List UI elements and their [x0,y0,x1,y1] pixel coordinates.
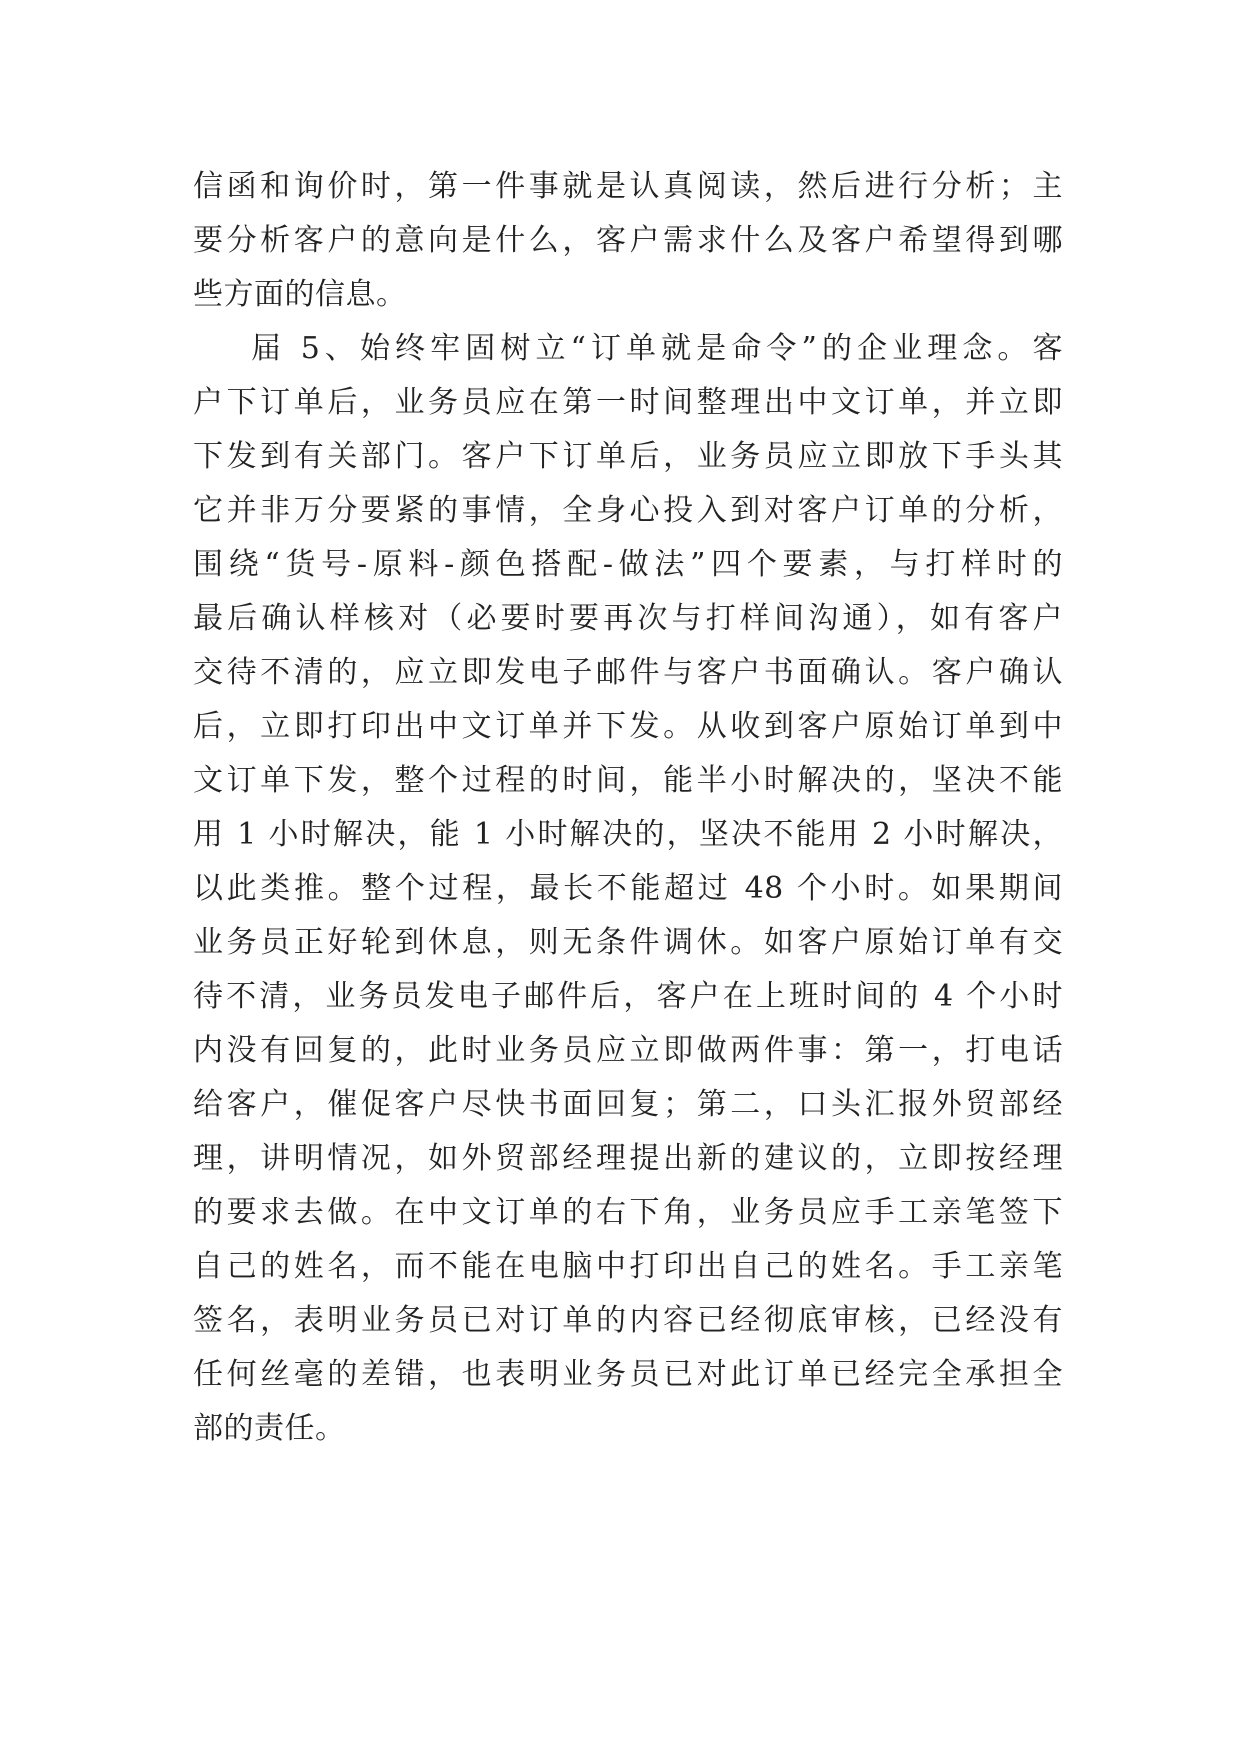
text-line: 要分析客户的意向是什么，客户需求什么及客户希望得到哪 [193,223,1063,258]
text-line: 围绕“货号-原料-颜色搭配-做法”四个要素，与打样时的 [193,547,1063,582]
text-line: 以此类推。整个过程，最长不能超过 48 个小时。如果期间 [193,871,1063,906]
paragraph-1 [193,160,1063,322]
text-line: 届 5、始终牢固树立“订单就是命令”的企业理念。客 [251,331,1063,366]
text-line: 最后确认样核对（必要时要再次与打样间沟通），如有客户 [193,601,1063,636]
text-line: 后，立即打印出中文订单并下发。从收到客户原始订单到中 [193,709,1063,744]
text-line: 签名，表明业务员已对订单的内容已经彻底审核，已经没有 [193,1303,1063,1338]
paragraph-2 [193,322,1063,1456]
text-line: 给客户，催促客户尽快书面回复；第二，口头汇报外贸部经 [193,1087,1063,1122]
text-line: 的要求去做。在中文订单的右下角，业务员应手工亲笔签下 [193,1195,1063,1230]
text-line: 用 1 小时解决，能 1 小时解决的，坚决不能用 2 小时解决， [193,817,1063,852]
text-line: 自己的姓名，而不能在电脑中打印出自己的姓名。手工亲笔 [193,1249,1063,1284]
text-line: 户下订单后，业务员应在第一时间整理出中文订单，并立即 [193,385,1063,420]
text-line: 些方面的信息。 [193,277,407,312]
text-line: 业务员正好轮到休息，则无条件调休。如客户原始订单有交 [193,925,1063,960]
text-line: 任何丝毫的差错，也表明业务员已对此订单已经完全承担全 [193,1357,1063,1392]
text-line: 下发到有关部门。客户下订单后，业务员应立即放下手头其 [193,439,1063,474]
text-line: 理，讲明情况，如外贸部经理提出新的建议的，立即按经理 [193,1141,1063,1176]
text-line: 它并非万分要紧的事情，全身心投入到对客户订单的分析， [193,493,1063,528]
text-line: 文订单下发，整个过程的时间，能半小时解决的，坚决不能 [193,763,1063,798]
text-line: 待不清，业务员发电子邮件后，客户在上班时间的 4 个小时 [193,979,1063,1014]
text-line: 部的责任。 [193,1411,346,1446]
text-line: 信函和询价时，第一件事就是认真阅读，然后进行分析；主 [193,169,1063,204]
text-line: 交待不清的，应立即发电子邮件与客户书面确认。客户确认 [193,655,1063,690]
text-line: 内没有回复的，此时业务员应立即做两件事：第一，打电话 [193,1033,1063,1068]
document-body [193,160,1063,1456]
